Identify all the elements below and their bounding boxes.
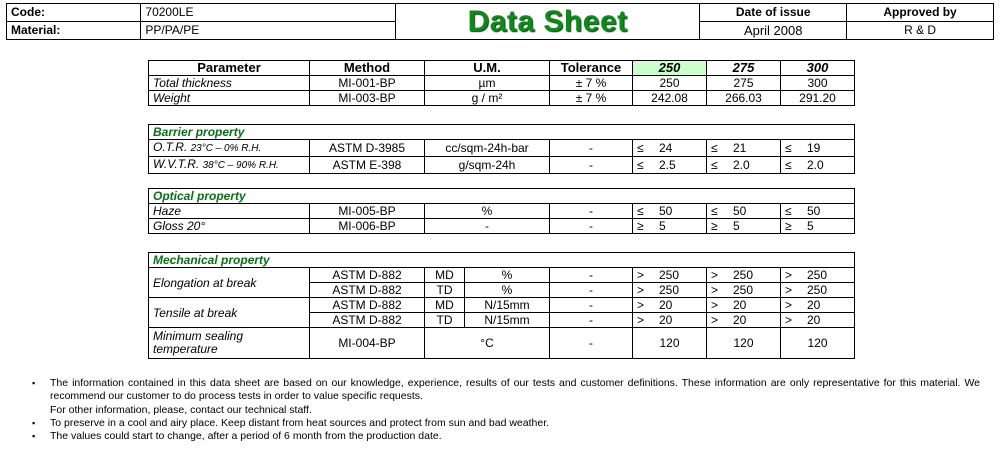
value-300: 120	[781, 328, 855, 359]
table-row	[149, 268, 855, 283]
operator-symbol: ≤	[711, 141, 718, 155]
note-item	[32, 430, 980, 443]
mechanical-table	[148, 252, 855, 359]
col-tolerance: Tolerance	[550, 61, 633, 76]
param-method: MI-006-BP	[310, 219, 425, 234]
param-name: Tensile at break	[149, 298, 310, 328]
operator-symbol: >	[637, 283, 645, 297]
param-um: %	[465, 268, 550, 283]
param-tolerance: ± 7 %	[550, 76, 633, 91]
value-text: 250	[659, 268, 680, 282]
value-300	[781, 268, 855, 283]
code-label: Code:	[7, 4, 141, 22]
value-300	[781, 204, 855, 219]
note-item	[32, 417, 980, 430]
param-name	[149, 140, 310, 157]
param-method: MI-004-BP	[310, 328, 425, 359]
value-text: 20	[659, 313, 673, 327]
param-tolerance: -	[550, 283, 633, 298]
param-method: MI-003-BP	[310, 91, 425, 106]
param-tolerance: -	[550, 298, 633, 313]
operator-symbol: ≤	[785, 158, 792, 172]
value-text: 50	[733, 204, 747, 218]
table-row	[149, 328, 855, 359]
value-text: 2.0	[733, 158, 750, 172]
param-method: ASTM D-882	[310, 313, 425, 328]
operator-symbol: ≥	[785, 219, 792, 233]
note-item	[32, 377, 980, 417]
param-condition: 38°C – 90% R.H.	[202, 160, 279, 171]
value-250	[633, 219, 707, 234]
param-label-line2: temperature	[153, 342, 218, 356]
value-text: 5	[659, 219, 666, 233]
value-text: 5	[807, 219, 814, 233]
param-tolerance: -	[550, 328, 633, 359]
param-um: g/sqm-24h	[425, 157, 550, 174]
param-um: %	[465, 283, 550, 298]
date-value: April 2008	[700, 22, 847, 40]
value-300	[781, 219, 855, 234]
value-text: 5	[733, 219, 740, 233]
param-tolerance: -	[550, 140, 633, 157]
value-text: 20	[733, 313, 747, 327]
value-250	[633, 268, 707, 283]
value-text: 250	[807, 283, 828, 297]
operator-symbol: >	[711, 268, 719, 282]
param-method: MI-005-BP	[310, 204, 425, 219]
param-method: ASTM D-882	[310, 283, 425, 298]
optical-table	[148, 188, 855, 234]
value-250: 120	[633, 328, 707, 359]
value-275: 266.03	[707, 91, 781, 106]
note-text: To preserve in a cool and airy place. Keep distant from heat sources and protect from sun and bad weather.	[50, 416, 550, 429]
param-um: N/15mm	[465, 298, 550, 313]
value-300	[781, 140, 855, 157]
param-um: %	[425, 204, 550, 219]
operator-symbol: ≤	[711, 204, 718, 218]
param-direction: TD	[425, 283, 465, 298]
param-name: Weight	[149, 91, 310, 106]
param-method: ASTM E-398	[310, 157, 425, 174]
param-um: g / m²	[425, 91, 550, 106]
value-250	[633, 283, 707, 298]
param-um: -	[425, 219, 550, 234]
value-text: 250	[807, 268, 828, 282]
param-um: N/15mm	[465, 313, 550, 328]
param-tolerance: -	[550, 268, 633, 283]
section-title-optical: Optical property	[149, 189, 855, 204]
approved-value: R & D	[847, 22, 994, 40]
table-row	[149, 140, 855, 157]
value-300	[781, 283, 855, 298]
operator-symbol: ≤	[637, 204, 644, 218]
operator-symbol: ≤	[711, 158, 718, 172]
value-text: 20	[807, 298, 821, 312]
value-300	[781, 298, 855, 313]
section-title-barrier: Barrier property	[149, 125, 855, 140]
param-direction: MD	[425, 298, 465, 313]
operator-symbol: >	[785, 268, 793, 282]
operator-symbol: ≤	[785, 141, 792, 155]
operator-symbol: ≤	[637, 158, 644, 172]
operator-symbol: >	[785, 283, 793, 297]
table-row	[149, 91, 855, 106]
param-um: cc/sqm-24h-bar	[425, 140, 550, 157]
col-grade-275: 275	[707, 61, 781, 76]
param-direction: TD	[425, 313, 465, 328]
table-row	[149, 219, 855, 234]
approved-label: Approved by	[847, 4, 994, 22]
value-275	[707, 298, 781, 313]
value-275	[707, 313, 781, 328]
table-row	[149, 298, 855, 313]
param-tolerance: -	[550, 313, 633, 328]
col-um: U.M.	[425, 61, 550, 76]
value-275	[707, 157, 781, 174]
value-text: 20	[733, 298, 747, 312]
date-label: Date of issue	[700, 4, 847, 22]
param-name: Haze	[149, 204, 310, 219]
value-text: 250	[733, 268, 754, 282]
operator-symbol: >	[785, 298, 793, 312]
param-tolerance: -	[550, 157, 633, 174]
value-250	[633, 140, 707, 157]
material-value: PP/PA/PE	[141, 22, 395, 40]
operator-symbol: >	[637, 268, 645, 282]
value-250: 250	[633, 76, 707, 91]
bullet-icon: ▪	[32, 378, 36, 388]
param-name	[149, 328, 310, 359]
value-300: 300	[781, 76, 855, 91]
bullet-icon: ▪	[32, 417, 36, 428]
value-275	[707, 219, 781, 234]
param-label: O.T.R.	[153, 140, 188, 154]
document-title: Data Sheet	[395, 4, 699, 40]
value-text: 250	[659, 283, 680, 297]
operator-symbol: ≥	[637, 219, 644, 233]
param-label: W.V.T.R.	[153, 157, 200, 171]
param-tolerance: -	[550, 219, 633, 234]
value-300	[781, 313, 855, 328]
operator-symbol: ≤	[785, 204, 792, 218]
operator-symbol: >	[637, 298, 645, 312]
value-250	[633, 298, 707, 313]
notes-section	[32, 377, 980, 443]
param-direction: MD	[425, 268, 465, 283]
general-table	[148, 60, 855, 106]
value-300	[781, 157, 855, 174]
col-method: Method	[310, 61, 425, 76]
table-row	[149, 204, 855, 219]
note-text: The values could start to change, after a period of 6 month from the production date.	[50, 430, 442, 443]
param-um: °C	[425, 328, 550, 359]
value-text: 2.5	[659, 158, 676, 172]
table-row	[149, 76, 855, 91]
col-parameter: Parameter	[149, 61, 310, 76]
value-275	[707, 204, 781, 219]
value-text: 20	[807, 313, 821, 327]
value-250	[633, 204, 707, 219]
value-250	[633, 313, 707, 328]
operator-symbol: >	[785, 313, 793, 327]
section-title-mechanical: Mechanical property	[149, 253, 855, 268]
value-275: 120	[707, 328, 781, 359]
param-label-line1: Minimum sealing	[153, 329, 244, 343]
value-text: 250	[733, 283, 754, 297]
header-table	[6, 3, 994, 40]
operator-symbol: >	[637, 313, 645, 327]
param-method: MI-001-BP	[310, 76, 425, 91]
value-275: 275	[707, 76, 781, 91]
table-row	[149, 157, 855, 174]
value-275	[707, 268, 781, 283]
param-condition: 23°C – 0% R.H.	[190, 143, 262, 154]
col-grade-250: 250	[633, 61, 707, 76]
operator-symbol: >	[711, 313, 719, 327]
barrier-table	[148, 124, 855, 174]
value-text: 50	[807, 204, 821, 218]
operator-symbol: ≤	[637, 141, 644, 155]
material-label: Material:	[7, 22, 141, 40]
operator-symbol: ≥	[711, 219, 718, 233]
value-text: 2.0	[807, 158, 824, 172]
value-300: 291.20	[781, 91, 855, 106]
operator-symbol: >	[711, 298, 719, 312]
value-text: 20	[659, 298, 673, 312]
param-method: ASTM D-3985	[310, 140, 425, 157]
value-text: 50	[659, 204, 673, 218]
value-250: 242.08	[633, 91, 707, 106]
value-275	[707, 283, 781, 298]
operator-symbol: >	[711, 283, 719, 297]
value-text: 21	[733, 141, 747, 155]
value-text: 24	[659, 141, 673, 155]
param-tolerance: -	[550, 204, 633, 219]
note-text: The information contained in this data sheet are based on our knowledge, experience, results of our tests and customer definitions. These information are only representative for this material. We recommend our customer to do process tests in order to value specific requests.	[50, 377, 980, 403]
param-name: Gloss 20°	[149, 219, 310, 234]
column-header-row	[149, 61, 855, 76]
note-text: For other information, please, contact our technical staff.	[50, 403, 312, 416]
param-um: µm	[425, 76, 550, 91]
value-250	[633, 157, 707, 174]
param-method: ASTM D-882	[310, 298, 425, 313]
value-text: 19	[807, 141, 821, 155]
param-name	[149, 157, 310, 174]
param-name: Total thickness	[149, 76, 310, 91]
value-275	[707, 140, 781, 157]
code-value: 70200LE	[141, 4, 395, 22]
param-method: ASTM D-882	[310, 268, 425, 283]
param-name: Elongation at break	[149, 268, 310, 298]
param-tolerance: ± 7 %	[550, 91, 633, 106]
bullet-icon: ▪	[32, 431, 36, 442]
col-grade-300: 300	[781, 61, 855, 76]
